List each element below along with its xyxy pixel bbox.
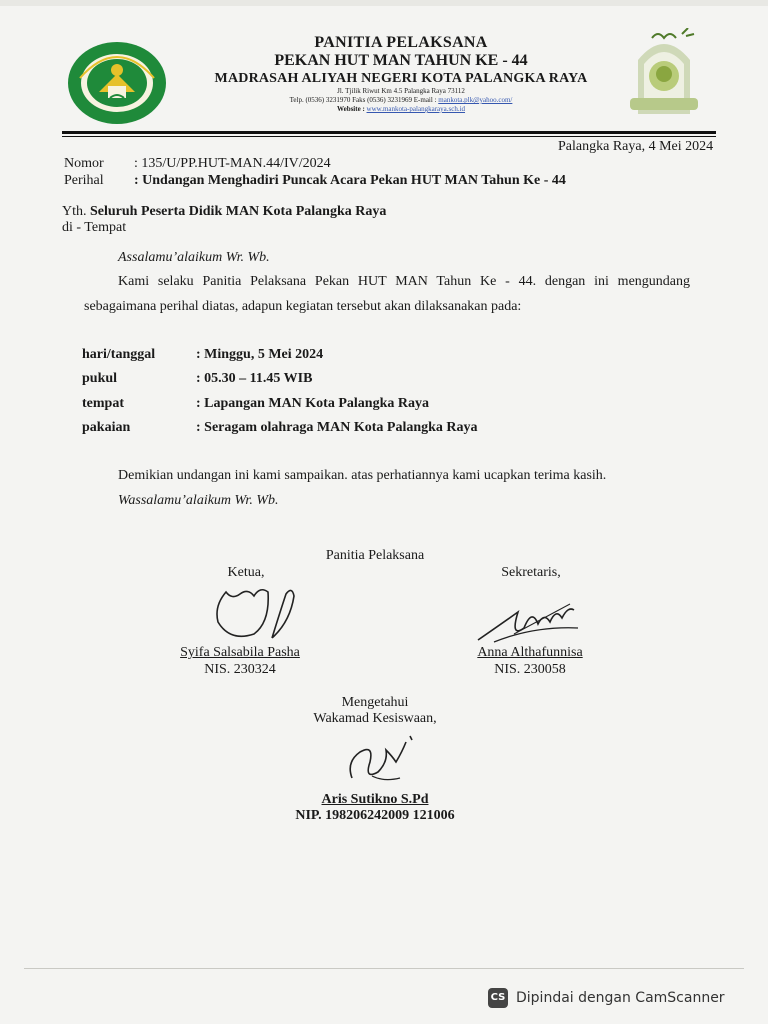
letterhead-email-link[interactable]: mankota.plk@yahoo.com/ xyxy=(438,96,513,104)
approver-role-2: Wakamad Kesiswaan, xyxy=(313,711,437,726)
detail-label-dress: pakaian xyxy=(82,420,131,435)
recipient-yth: Yth. xyxy=(62,204,90,219)
letterhead-website-label: Website : xyxy=(336,105,367,113)
detail-label-place: tempat xyxy=(82,396,124,411)
approver-signature xyxy=(344,732,424,793)
detail-value-place: : Lapangan MAN Kota Palangka Raya xyxy=(196,396,429,411)
chair-nis: NIS. 230324 xyxy=(204,662,276,677)
farewell: Wassalamu’alaikum Wr. Wb. xyxy=(118,493,279,508)
letterhead-phone: Telp. (0536) 3231970 Faks (0536) 3231969 E-mail : xyxy=(289,96,439,104)
detail-label-date: hari/tanggal xyxy=(82,347,156,362)
detail-label-time: pukul xyxy=(82,371,118,386)
approver-nip: NIP. 198206242009 121006 xyxy=(295,808,455,823)
letterhead-committee: PANITIA PELAKSANA xyxy=(314,34,488,51)
approver-name: Aris Sutikno S.Pd xyxy=(321,792,429,807)
camscanner-text: Dipindai dengan CamScanner xyxy=(516,990,725,1006)
recipient-line xyxy=(62,203,386,220)
scan-top-edge xyxy=(0,0,768,6)
greeting: Assalamu’alaikum Wr. Wb. xyxy=(118,250,270,265)
detail-value-time: : 05.30 – 11.45 WIB xyxy=(196,371,313,386)
nomor-label: Nomor xyxy=(64,156,104,171)
letterhead-website-row xyxy=(196,105,606,114)
letterhead-contact xyxy=(196,96,606,105)
place-date: Palangka Raya, 4 Mei 2024 xyxy=(558,139,714,154)
chair-signature xyxy=(210,582,306,649)
recipient-place: di - Tempat xyxy=(62,220,127,235)
secretary-name: Anna Althafunnisa xyxy=(477,645,583,660)
chair-role: Ketua, xyxy=(227,565,265,580)
letterhead-rule-thin xyxy=(62,136,716,137)
letterhead-website-link[interactable]: www.mankota-palangkaraya.sch.id xyxy=(366,105,466,113)
nomor-value: : 135/U/PP.HUT-MAN.44/IV/2024 xyxy=(134,156,331,171)
closing-sentence: Demikian undangan ini kami sampaikan. atas perhatiannya kami ucapkan terima kasih. xyxy=(118,468,607,483)
scan-page-edge xyxy=(24,968,744,969)
madrasah-logo xyxy=(66,40,168,126)
event-logo xyxy=(624,28,704,122)
approver-role-1: Mengetahui xyxy=(341,695,409,710)
letterhead-rule-thick xyxy=(62,131,716,134)
detail-value-dress: : Seragam olahraga MAN Kota Palangka Raya xyxy=(196,420,478,435)
detail-value-date: : Minggu, 5 Mei 2024 xyxy=(196,347,324,362)
perihal-label: Perihal xyxy=(64,173,104,188)
letterhead-school: MADRASAH ALIYAH NEGERI KOTA PALANGKA RAYA xyxy=(214,71,588,86)
letterhead-event: PEKAN HUT MAN TAHUN KE - 44 xyxy=(274,52,528,69)
camscanner-icon: CS xyxy=(488,988,508,1008)
secretary-role: Sekretaris, xyxy=(501,565,561,580)
chair-name: Syifa Salsabila Pasha xyxy=(180,645,300,660)
committee-label: Panitia Pelaksana xyxy=(325,548,425,563)
camscanner-watermark xyxy=(488,988,725,1008)
paragraph-line-2: sebagaimana perihal diatas, adapun kegiatan tersebut akan dilaksanakan pada: xyxy=(84,299,522,314)
letterhead-address: Jl. Tjilik Riwut Km 4.5 Palangka Raya 73112 xyxy=(337,87,465,95)
recipient-name: Seluruh Peserta Didik MAN Kota Palangka Raya xyxy=(90,204,387,219)
secretary-nis: NIS. 230058 xyxy=(494,662,566,677)
letterhead xyxy=(196,34,606,114)
perihal-value: : Undangan Menghadiri Puncak Acara Pekan HUT MAN Tahun Ke - 44 xyxy=(134,173,566,188)
paragraph-line-1: Kami selaku Panitia Pelaksana Pekan HUT MAN Tahun Ke - 44. dengan ini mengundang xyxy=(118,274,690,289)
